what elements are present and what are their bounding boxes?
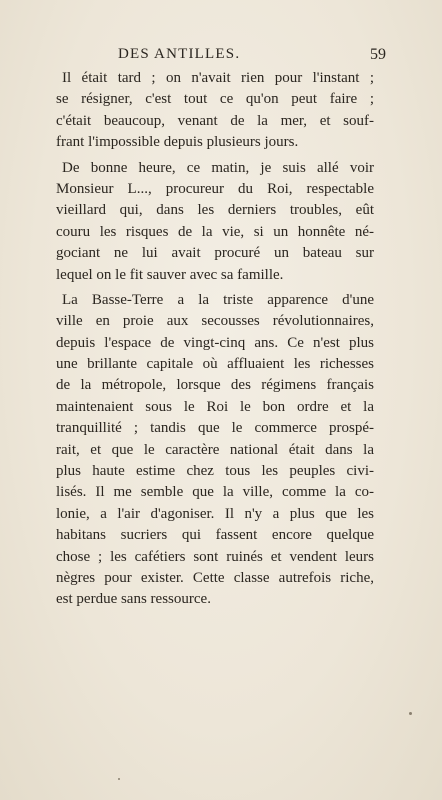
text-line: lisés. Il me semble que la ville, comme la co-	[56, 484, 374, 501]
paper-speck	[409, 712, 412, 715]
text-line: c'était beaucoup, venant de la mer, et souf-	[56, 112, 374, 129]
text-line: habitans sucriers qui fassent encore quelque	[56, 527, 374, 544]
text-line: lonie, a l'air d'agoniser. Il n'y a plus que les	[56, 505, 374, 522]
text-line: La Basse-Terre a la triste apparence d'une	[62, 291, 374, 308]
body-text	[56, 68, 374, 615]
text-line: vieillard qui, dans les derniers troubles, eût	[56, 202, 374, 219]
paper-speck	[118, 778, 120, 780]
text-line: depuis l'espace de vingt-cinq ans. Ce n'est plus	[56, 334, 374, 351]
paragraph-1	[56, 68, 374, 154]
text-line: chose ; les cafétiers sont ruinés et vendent leurs	[56, 548, 374, 565]
text-line: frant l'impossible depuis plusieurs jours.	[56, 134, 299, 151]
text-line: est perdue sans ressource.	[56, 591, 211, 608]
text-line: plus haute estime chez tous les peuples civi-	[56, 463, 374, 480]
text-line: couru les risques de la vie, si un honnête né-	[56, 223, 374, 240]
running-header	[56, 46, 386, 66]
text-line: rait, et que le caractère national était dans la	[56, 441, 374, 458]
text-line: maintenaient sous le Roi le bon ordre et la	[56, 398, 374, 415]
paragraph-3	[56, 290, 374, 611]
text-line: ville en proie aux secousses révolutionnaires,	[56, 313, 374, 330]
text-line: De bonne heure, ce matin, je suis allé voir	[62, 159, 374, 176]
text-line: lequel on le fit sauver avec sa famille.	[56, 266, 284, 283]
page-number: 59	[370, 46, 386, 63]
text-line: Il était tard ; on n'avait rien pour l'instant ;	[62, 70, 374, 86]
text-line: Monsieur L..., procureur du Roi, respectable	[56, 180, 374, 197]
text-line: tranquillité ; tandis que le commerce prospé-	[56, 420, 374, 437]
text-line: se résigner, c'est tout ce qu'on peut faire ;	[56, 91, 374, 108]
text-line: gociant ne lui avait procuré un bateau sur	[56, 245, 374, 262]
running-title: DES ANTILLES.	[118, 46, 241, 62]
text-line: une brillante capitale où affluaient les richesses	[56, 356, 374, 373]
text-line: nègres pour exister. Cette classe autrefois riche,	[56, 569, 374, 586]
paragraph-2	[56, 158, 374, 286]
text-line: de la métropole, lorsque des régimens français	[56, 377, 374, 394]
